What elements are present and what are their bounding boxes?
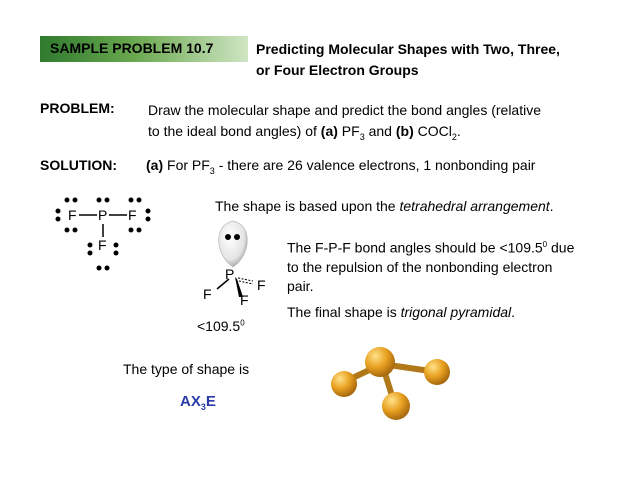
model-atom-f-front: F <box>240 292 249 308</box>
solution-text: (a) For $PF_3$ - there are 26 valence electrons, 1 nonbonding pair <box>146 157 536 176</box>
lewis-atom-f-right: F <box>128 207 137 223</box>
shape-type-label: The type of shape is <box>123 361 250 377</box>
shape-basis-text: The shape is based upon the tetrahedral arrangement. <box>215 198 554 214</box>
model-atom-p: P <box>225 266 235 282</box>
problem-title <box>256 39 626 81</box>
title-line-1: Predicting Molecular Shapes with Two, Three, <box>256 41 560 57</box>
sample-problem-banner <box>40 36 248 62</box>
problem-line-2: to the ideal bond angles) of (a) $PF_3$ and (b) COCl$_2$. <box>148 123 461 142</box>
model-atom-f-right: F <box>257 277 266 293</box>
lewis-atom-f-left: F <box>68 207 77 223</box>
problem-line-1: Draw the molecular shape and predict the bond angles (relative <box>148 102 542 118</box>
explanation-line-3: pair. <box>287 277 314 294</box>
model-atom-f-left: F <box>203 286 212 302</box>
shape-type-formula: $AX_3E$ <box>180 393 216 412</box>
lewis-atom-f-bottom: F <box>98 237 107 253</box>
explanation-line-1: The F-P-F bond angles should be $<109.5^0$ due <box>287 239 575 256</box>
lewis-atom-p: P <box>98 207 108 223</box>
solution-label: SOLUTION: <box>40 157 117 173</box>
model-bond-angle: $<109.5^0$ <box>197 318 245 334</box>
bond-angle-explanation <box>287 235 632 296</box>
title-line-2: or Four Electron Groups <box>256 62 419 78</box>
explanation-line-2: to the repulsion of the nonbonding electron <box>287 258 553 275</box>
problem-text <box>148 100 628 148</box>
banner-label: SAMPLE PROBLEM 10.7 <box>50 40 214 56</box>
ball-and-stick-model <box>322 344 462 426</box>
problem-label: PROBLEM: <box>40 100 115 116</box>
lewis-bonds-and-electrons <box>50 193 160 273</box>
final-shape-text: The final shape is trigonal pyramidal. <box>287 304 516 320</box>
lewis-structure <box>50 193 160 273</box>
wedge-model <box>195 215 285 315</box>
